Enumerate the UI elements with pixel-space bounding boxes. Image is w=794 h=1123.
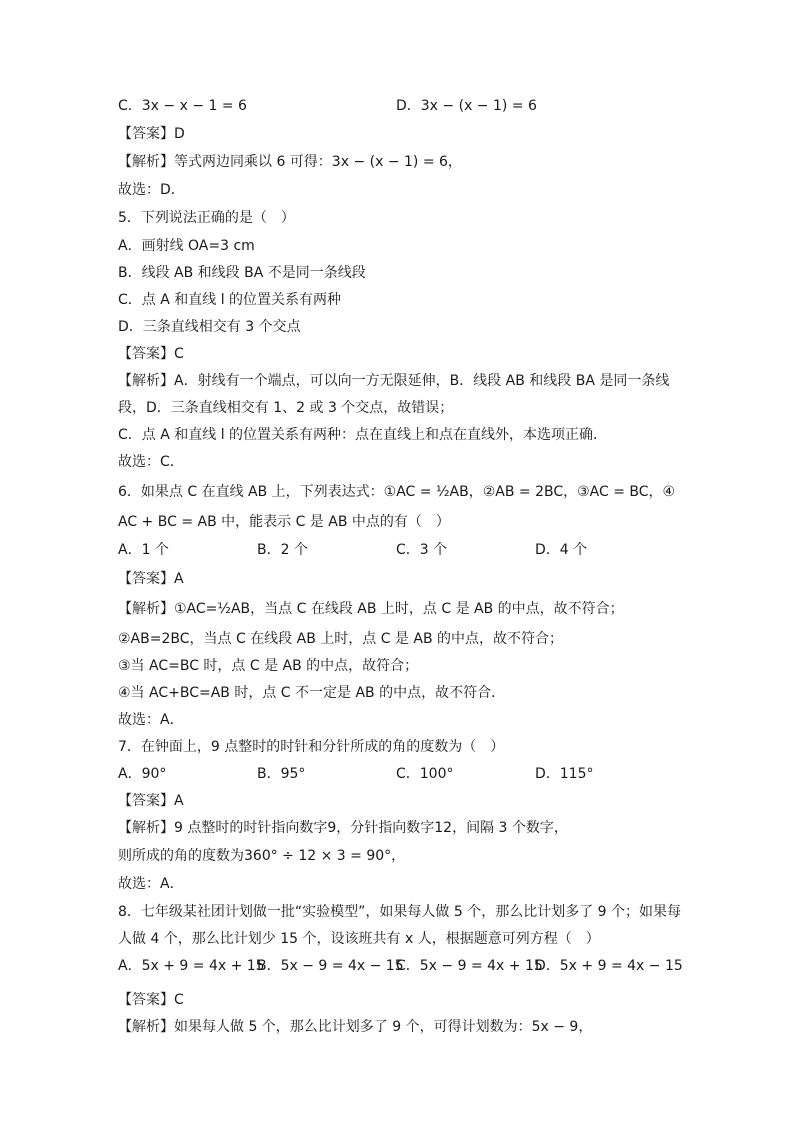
question-5-stem: 5．下列说法正确的是（ ） bbox=[118, 210, 295, 226]
question-7-option-c: C．100° bbox=[396, 766, 454, 782]
question-8-stem: 8．七年级某社团计划做一批“实验模型”，如果每人做 5 个，那么比计划多了 9 个；如果每 bbox=[118, 904, 682, 920]
answer-line: 【答案】A bbox=[118, 571, 184, 587]
question-8-option-a: A．5x + 9 = 4x + 15 bbox=[118, 958, 265, 974]
answer-line: 【答案】C bbox=[118, 992, 184, 1008]
analysis-line: ③当 AC=BC 时，点 C 是 AB 的中点，故符合； bbox=[118, 658, 419, 674]
question-7-option-a: A．90° bbox=[118, 766, 167, 782]
conclusion-line: 故选：C． bbox=[118, 454, 184, 470]
question-6-option-a: A．1 个 bbox=[118, 542, 169, 558]
analysis-line: 段，D．三条直线相交有 1、2 或 3 个交点，故错误； bbox=[118, 400, 454, 416]
analysis-line: 【解析】等式两边同乘以 6 可得：3x − (x − 1) = 6， bbox=[118, 154, 462, 170]
question-5-option-a: A．画射线 OA=3 cm bbox=[118, 238, 255, 254]
question-7-option-d: D．115° bbox=[535, 766, 594, 782]
analysis-line: ④当 AC+BC=AB 时，点 C 不一定是 AB 的中点，故不符合． bbox=[118, 685, 506, 701]
analysis-line: 【解析】①AC=½AB，当点 C 在线段 AB 上时，点 C 是 AB 的中点，故不符合； bbox=[118, 601, 624, 617]
question-7-stem: 7．在钟面上，9 点整时的时针和分针所成的角的度数为（ ） bbox=[118, 739, 505, 755]
question-5-option-c: C．点 A 和直线 l 的位置关系有两种 bbox=[118, 292, 342, 308]
conclusion-line: 故选：D． bbox=[118, 182, 185, 198]
question-7-option-b: B．95° bbox=[257, 766, 306, 782]
conclusion-line: 故选：A． bbox=[118, 876, 184, 892]
question-4-option-d: D．3x − (x − 1) = 6 bbox=[396, 98, 537, 114]
analysis-line: C．点 A 和直线 l 的位置关系有两种：点在直线上和点在直线外，本选项正确． bbox=[118, 427, 608, 443]
question-8-option-b: B．5x − 9 = 4x − 15 bbox=[257, 958, 404, 974]
answer-line: 【答案】D bbox=[118, 126, 185, 142]
question-6-option-b: B．2 个 bbox=[257, 542, 308, 558]
analysis-line: ②AB=2BC，当点 C 在线段 AB 上时，点 C 是 AB 的中点，故不符合； bbox=[118, 631, 564, 647]
analysis-line: 【解析】如果每人做 5 个，那么比计划多了 9 个，可得计划数为：5x − 9， bbox=[118, 1019, 593, 1035]
question-5-option-d: D．三条直线相交有 3 个交点 bbox=[118, 319, 301, 335]
analysis-line: 则所成的角的度数为360° ÷ 12 × 3 = 90°， bbox=[118, 848, 406, 864]
question-8-stem: 人做 4 个，那么比计划少 15 个，设该班共有 x 人，根据题意可列方程（ ） bbox=[118, 931, 600, 947]
question-6-option-d: D．4 个 bbox=[535, 542, 588, 558]
answer-line: 【答案】A bbox=[118, 793, 184, 809]
answer-line: 【答案】C bbox=[118, 346, 184, 362]
question-4-option-c: C．3x − x − 1 = 6 bbox=[118, 98, 247, 114]
conclusion-line: 故选：A． bbox=[118, 712, 184, 728]
question-6-stem: AC + BC = AB 中，能表示 C 是 AB 中点的有（ ） bbox=[118, 514, 450, 530]
question-8-option-c: C．5x − 9 = 4x + 15 bbox=[396, 958, 543, 974]
question-5-option-b: B．线段 AB 和线段 BA 不是同一条线段 bbox=[118, 265, 366, 281]
analysis-line: 【解析】A．射线有一个端点，可以向一方无限延伸，B．线段 AB 和线段 BA 是同一条线 bbox=[118, 373, 670, 389]
question-8-option-d: D．5x + 9 = 4x − 15 bbox=[535, 958, 683, 974]
question-6-stem: 6．如果点 C 在直线 AB 上，下列表达式：①AC = ½AB，②AB = 2BC，③AC = BC，④ bbox=[118, 484, 676, 500]
analysis-line: 【解析】9 点整时的时针指向数字9，分针指向数字12，间隔 3 个数字， bbox=[118, 820, 568, 836]
question-6-option-c: C．3 个 bbox=[396, 542, 448, 558]
